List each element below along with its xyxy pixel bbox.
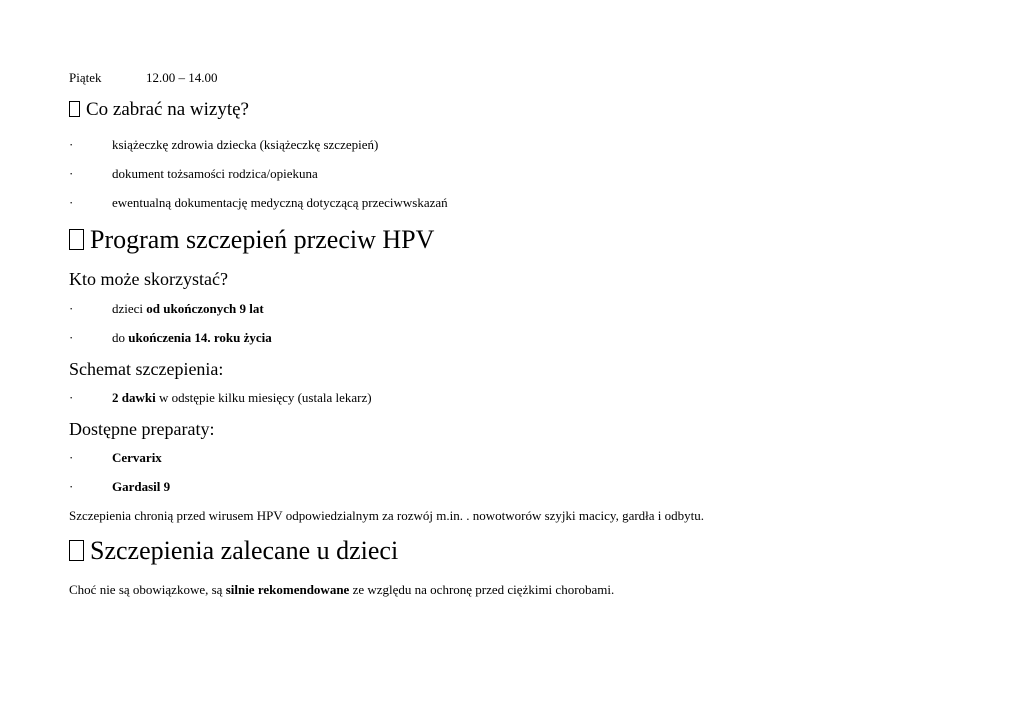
recommended-note-text: Choć nie są obowiązkowe, są [69, 582, 226, 597]
bullet-icon: · [69, 195, 74, 210]
missing-glyph-icon [69, 229, 84, 250]
list-item-text: do [112, 330, 129, 345]
recommended-note-text: ze względu na ochronę przed ciężkimi chorobami. [349, 582, 615, 597]
opening-hours-row [69, 71, 218, 84]
list-item [69, 331, 272, 344]
recommended-note [69, 583, 614, 596]
list-item [69, 167, 318, 180]
hpv-program-heading [69, 227, 434, 253]
schedule-day: Piątek [69, 70, 102, 85]
what-to-bring-heading [69, 100, 249, 119]
what-to-bring-heading-text: Co zabrać na wizytę? [86, 99, 249, 120]
list-item [69, 138, 378, 151]
list-item-text: w odstępie kilku miesięcy (ustala lekarz) [155, 390, 372, 405]
list-item [69, 196, 448, 209]
bullet-icon: · [69, 479, 74, 494]
hpv-protection-note: Szczepienia chronią przed wirusem HPV odpowiedzialnym za rozwój m.in. . nowotworów szyjki macicy, gardła i odbytu. [69, 508, 705, 523]
missing-glyph-icon [69, 101, 80, 117]
missing-glyph-icon [69, 540, 84, 561]
list-item-emphasis: 2 dawki [112, 390, 156, 405]
schedule-label: Schemat szczepienia: [69, 359, 224, 379]
recommended-note-emphasis: silnie rekomendowane [225, 582, 350, 597]
who-label: Kto może skorzystać? [69, 269, 228, 289]
bullet-icon: · [69, 390, 74, 405]
bullet-icon: · [69, 137, 74, 152]
bullet-icon: · [69, 330, 74, 345]
list-item-text: dokument tożsamości rodzica/opiekuna [112, 166, 318, 181]
schedule-time: 12.00 – 14.00 [146, 70, 218, 85]
list-item-text: książeczkę zdrowia dziecka (książeczkę szczepień) [112, 137, 379, 152]
list-item [69, 391, 372, 404]
list-item [69, 302, 264, 315]
recommended-heading [69, 538, 398, 564]
list-item-text: dzieci [112, 301, 147, 316]
list-item-emphasis: ukończenia 14. roku życia [128, 330, 272, 345]
list-item-text: ewentualną dokumentację medyczną dotyczącą przeciwwskazań [112, 195, 448, 210]
recommended-heading-text: Szczepienia zalecane u dzieci [90, 536, 399, 565]
hpv-program-heading-text: Program szczepień przeciw HPV [90, 225, 435, 254]
bullet-icon: · [69, 450, 74, 465]
bullet-icon: · [69, 166, 74, 181]
bullet-icon: · [69, 301, 74, 316]
list-item [69, 480, 170, 493]
preparation-name: Gardasil 9 [112, 479, 171, 494]
preparations-label: Dostępne preparaty: [69, 419, 215, 439]
list-item [69, 451, 162, 464]
preparation-name: Cervarix [112, 450, 162, 465]
list-item-emphasis: od ukończonych 9 lat [146, 301, 264, 316]
